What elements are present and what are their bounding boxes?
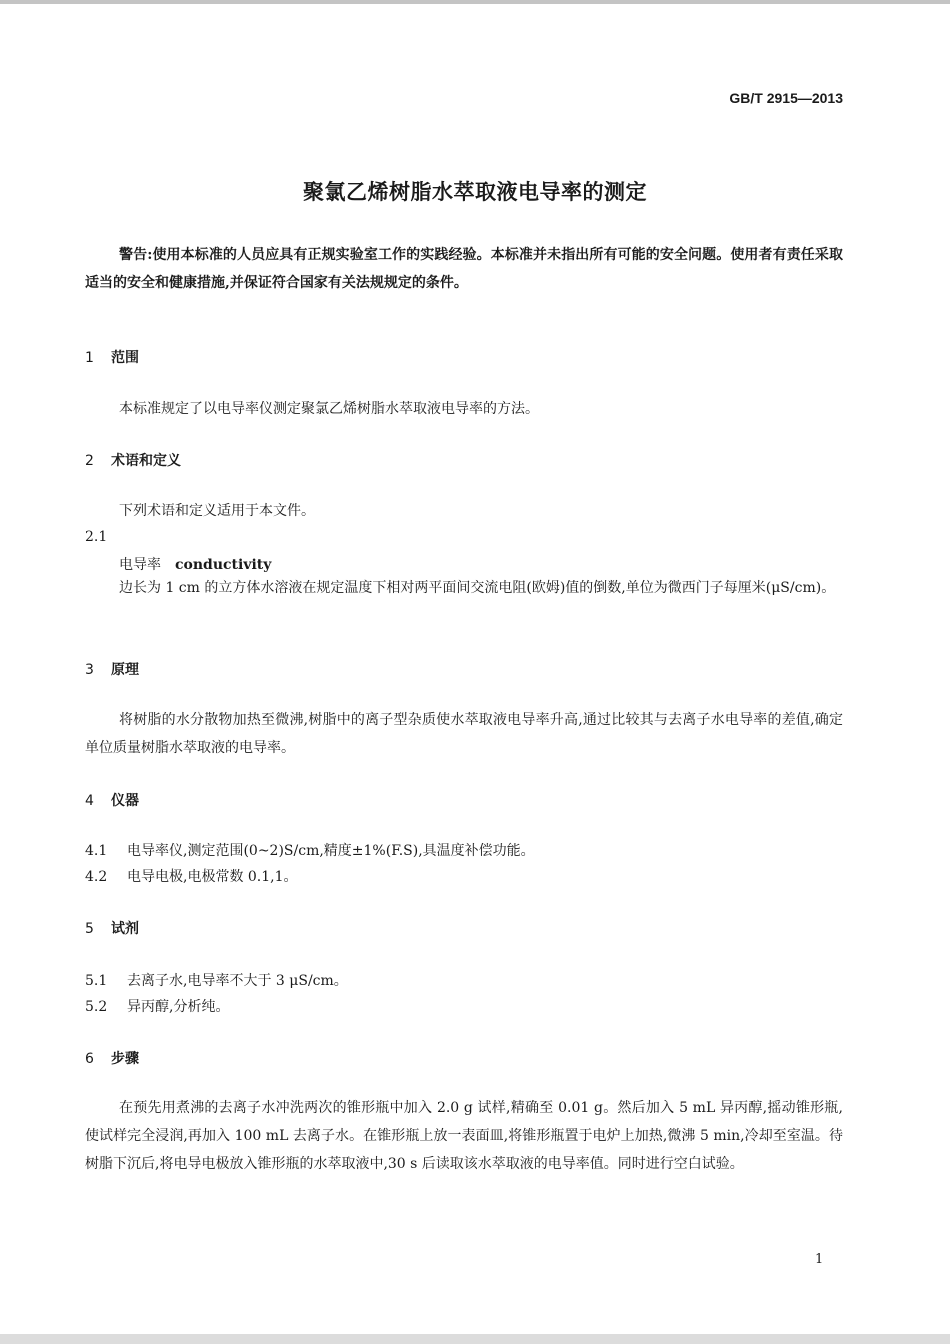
- item-text: 电导率仪,测定范围(0~2)S/cm,精度±1%(F.S),具温度补偿功能。: [127, 843, 535, 859]
- section-5-number: 5: [85, 921, 94, 937]
- standard-number: GB/T 2915—2013: [729, 90, 843, 106]
- section-4-number: 4: [85, 793, 94, 809]
- section-2-title: 术语和定义: [111, 453, 181, 469]
- bottom-scan-edge: [0, 1334, 950, 1344]
- section-4-title: 仪器: [111, 793, 139, 809]
- section-2-heading: [85, 450, 181, 470]
- term-entry: [119, 554, 271, 574]
- section-2-number: 2: [85, 453, 94, 469]
- section-4-heading: [85, 790, 139, 810]
- section-2-text: 下列术语和定义适用于本文件。: [119, 503, 315, 519]
- section-3-number: 3: [85, 662, 94, 678]
- section-1-text: 本标准规定了以电导率仪测定聚氯乙烯树脂水萃取液电导率的方法。: [119, 401, 539, 417]
- item-text: 电导电极,电极常数 0.1,1。: [127, 869, 298, 885]
- page-number: 1: [815, 1252, 824, 1267]
- item-number: 4.1: [85, 843, 108, 859]
- item-text: 去离子水,电导率不大于 3 μS/cm。: [127, 973, 348, 989]
- item-text: 异丙醇,分析纯。: [127, 999, 230, 1015]
- section-6-text: 在预先用煮沸的去离子水冲洗两次的锥形瓶中加入 2.0 g 试样,精确至 0.01 g。然后加入 5 mL 异丙醇,摇动锥形瓶,使试样完全浸润,再加入 100 mL 去离子水。在锥形瓶上放一表面皿,将锥形瓶置于电炉上加热,微沸 5 min,冷却至室温。待树脂下沉后,将电导电极放入锥形瓶的水萃取液中,30 s 后读取该水萃取液的电导率值。同时进行空白试验。: [85, 1100, 843, 1172]
- section-1-heading: [85, 347, 139, 367]
- term-chinese: 电导率: [119, 557, 161, 573]
- clause-2-1-number: 2.1: [85, 529, 108, 545]
- item-number: 4.2: [85, 869, 108, 885]
- section-3-title: 原理: [111, 662, 139, 678]
- term-definition: 边长为 1 cm 的立方体水溶液在规定温度下相对两平面间交流电阻(欧姆)值的倒数,单位为微西门子每厘米(μS/cm)。: [119, 580, 836, 596]
- section-3-text: 将树脂的水分散物加热至微沸,树脂中的离子型杂质使水萃取液电导率升高,通过比较其与去离子水电导率的差值,确定单位质量树脂水萃取液的电导率。: [85, 712, 843, 756]
- warning-paragraph: 警告:使用本标准的人员应具有正规实验室工作的实践经验。本标准并未指出所有可能的安全问题。使用者有责任采取适当的安全和健康措施,并保证符合国家有关法规规定的条件。: [85, 247, 843, 291]
- item-number: 5.2: [85, 999, 108, 1015]
- item-number: 5.1: [85, 973, 108, 989]
- top-scan-edge: [0, 0, 950, 4]
- section-6-number: 6: [85, 1051, 94, 1067]
- list-item-5-1: [85, 970, 348, 990]
- list-item-4-1: [85, 840, 535, 860]
- term-english: conductivity: [175, 557, 272, 573]
- section-6-title: 步骤: [111, 1051, 139, 1067]
- document-title: 聚氯乙烯树脂水萃取液电导率的测定: [303, 180, 647, 204]
- list-item-4-2: [85, 866, 298, 886]
- section-1-title: 范围: [111, 350, 139, 366]
- section-3-heading: [85, 659, 139, 679]
- section-1-number: 1: [85, 350, 94, 366]
- section-6-heading: [85, 1048, 139, 1068]
- list-item-5-2: [85, 996, 229, 1016]
- section-5-heading: [85, 918, 139, 938]
- section-5-title: 试剂: [111, 921, 139, 937]
